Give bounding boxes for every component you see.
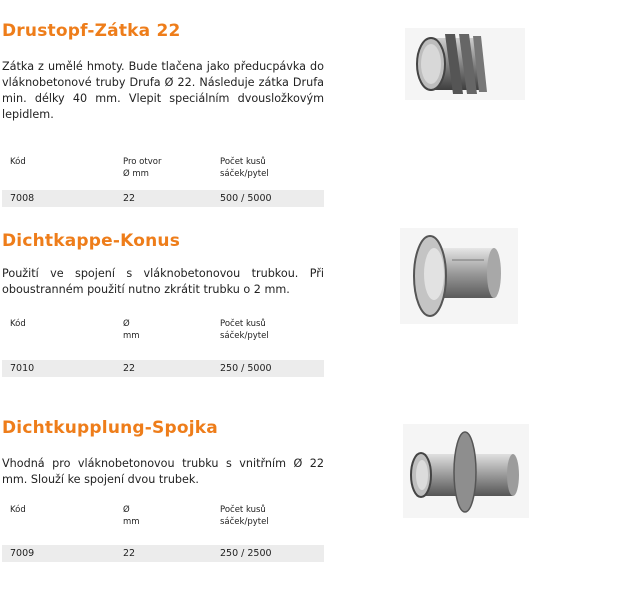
header-size: Pro otvor Ø mm — [123, 157, 162, 179]
product-image-dichtkupplung — [403, 424, 529, 518]
table-header — [2, 504, 324, 545]
header-count: Počet kusů sáček/pytel — [220, 319, 269, 341]
table-row — [2, 360, 324, 377]
table-row — [2, 545, 324, 562]
product-image-drustopf — [405, 28, 525, 100]
product-description-dichtkupplung: Vhodná pro vláknobetonovou trubku s vnitřním Ø 22 mm. Slouží ke spojení dvou trubek. — [2, 457, 324, 486]
table-row — [2, 190, 324, 207]
row-count: 500 / 5000 — [220, 193, 272, 204]
product-title-dichtkappe: Dichtkappe-Konus — [2, 231, 181, 251]
row-size: 22 — [123, 548, 136, 559]
row-count: 250 / 5000 — [220, 363, 272, 374]
header-code: Kód — [10, 319, 26, 329]
product-table-dichtkupplung — [2, 504, 324, 562]
product-table-dichtkappe — [2, 318, 324, 377]
header-code: Kód — [10, 157, 26, 167]
product-table-drustopf — [2, 156, 324, 207]
header-size: Ø mm — [123, 319, 140, 341]
header-code: Kód — [10, 505, 26, 515]
row-size: 22 — [123, 193, 136, 204]
product-description-drustopf: Zátka z umělé hmoty. Bude tlačena jako předucpávka do vláknobetonové truby Drufa Ø 22. Následuje zátka Drufa min. délky 40 mm. Vlepit speciálním dvousložkovým lepidlem. — [2, 60, 324, 121]
header-size: Ø mm — [123, 505, 140, 527]
header-count: Počet kusů sáček/pytel — [220, 505, 269, 527]
table-header — [2, 318, 324, 360]
product-description-dichtkappe: Použití ve spojení s vláknobetonovou trubkou. Při oboustranném použití nutno zkrátit trubku o 2 mm. — [2, 267, 324, 296]
row-size: 22 — [123, 363, 136, 374]
row-code: 7008 — [10, 193, 35, 204]
row-code: 7010 — [10, 363, 35, 374]
row-count: 250 / 2500 — [220, 548, 272, 559]
row-code: 7009 — [10, 548, 35, 559]
product-title-drustopf: Drustopf-Zátka 22 — [2, 21, 181, 41]
header-count: Počet kusů sáček/pytel — [220, 157, 269, 179]
table-header — [2, 156, 324, 190]
product-image-dichtkappe — [400, 228, 518, 324]
product-title-dichtkupplung: Dichtkupplung-Spojka — [2, 418, 218, 438]
